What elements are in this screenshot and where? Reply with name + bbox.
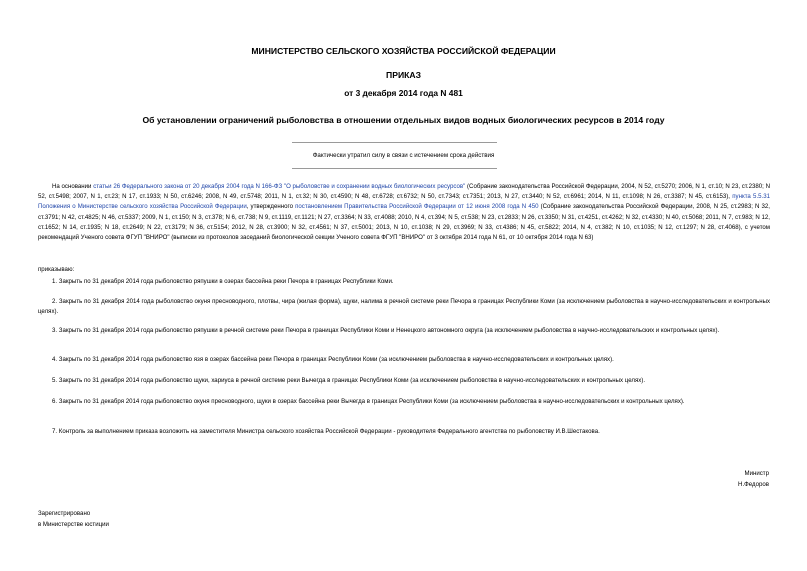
order-item-5: 5. Закрыть по 31 декабря 2014 года рыболовство щуки, хариуса в речной системе реки Вычегда в границах Республики Коми (за исключением рыболовства в научно-исследовательских и контрольных целях). <box>52 377 646 384</box>
signatory-position: Министр <box>744 470 769 477</box>
government-resolution-link[interactable]: постановлением Правительства Российской Федерации от 12 июня 2008 года N 450 <box>295 203 539 211</box>
order-item-4: 4. Закрыть по 31 декабря 2014 года рыболовство язя в озерах бассейна реки Печора в границах Республики Коми (за исключением рыболовства в научно-исследовательских и контрольных целях). <box>52 356 614 363</box>
basis-text-4: (Собрание законодательства Российской Федерации, 2008, N 25, ст.2983; N 32, ст.3791; N 42, ст.4825; N 46, ст.5337; 2009, N 1, ст.150; N 3, ст.378; N 6, ст.738; N 9, ст.1119, ст.1121; N 27, ст.3364; N 33, ст.4088; 2010, N 4, ст.394; N 5, ст.538; N 23, ст.2833; N 26, ст.3350; N 31, ст.4251, ст.4262; N 32, ст.4330; N 40, ст.5068; 2011, N 7, ст.983; N 12, ст.1652; N 14, ст.1935; N 18, ст.2649; N 22, ст.3179; N 36, ст.5154; 2012, N 28, ст.3900; N 32, ст.4561; N 37, ст.5001; 2013, N 10, ст.1038; N 29, ст.3969; N 33, ст.4386; N 45, ст.5822; 2014, N 4, ст.382; N 10, ст.1035; N 12, ст.1297; N 28, ст.4068), с учетом рекомендаций Ученого совета ФГУП "ВНИРО" (выписки из протоколов заседаний биологической секции Ученого совета ФГУП "ВНИРО" от 3 октября 2014 года N 61, от 10 октября 2014 года N 63) <box>38 203 770 242</box>
legal-basis-paragraph <box>38 182 770 243</box>
document-title: Об установлении ограничений рыболовства в отношении отдельных видов водных биологических ресурсов в 2014 году <box>142 115 665 125</box>
order-item-1: 1. Закрыть по 31 декабря 2014 года рыболовство ряпушки в озерах бассейна реки Печора в границах Республики Коми. <box>52 278 394 285</box>
ministry-heading: МИНИСТЕРСТВО СЕЛЬСКОГО ХОЗЯЙСТВА РОССИЙСКОЙ ФЕДЕРАЦИИ <box>251 46 556 56</box>
basis-text-1: На основании <box>52 183 94 190</box>
registration-line-1: Зарегистрировано <box>38 510 91 517</box>
order-item-2: 2. Закрыть по 31 декабря 2014 года рыболовство окуня пресноводного, плотвы, чира (жилая форма), щуки, налима в речной системе реки Печора в границах Республики Коми (за исключением рыболовства в научно-исследовательских и контрольных целях). <box>38 298 770 316</box>
order-item-3: 3. Закрыть по 31 декабря 2014 года рыболовство ряпушки в речной системе реки Печора в границах Республики Коми и Ненецкого автономного округа (за исключением рыболовства в научно-исследовательских и контрольных целях). <box>52 327 720 334</box>
order-item-7: 7. Контроль за выполнением приказа возложить на заместителя Министра сельского хозяйства Российской Федерации - руководителя Федерального агентства по рыболовству И.В.Шестакова. <box>52 428 600 435</box>
order-item-6: 6. Закрыть по 31 декабря 2014 года рыболовство окуня пресноводного, щуки в озерах бассейна реки Вычегда в границах Республики Коми (за исключением рыболовства в научно-исследовательских и контрольных целях). <box>52 398 685 405</box>
signatory-name: Н.Федоров <box>738 481 769 488</box>
document-type-heading: ПРИКАЗ <box>386 70 421 80</box>
document-date-number: от 3 декабря 2014 года N 481 <box>344 88 463 98</box>
basis-text-3: , утвержденного <box>246 203 296 211</box>
divider-bottom <box>292 168 497 169</box>
registration-line-2: в Министерстве юстиции <box>38 521 109 528</box>
status-note: Фактически утратил силу в связи с истечением срока действия <box>312 152 495 159</box>
basis-text-2: (Собрание законодательства Российской Федерации, 2004, N 52, ст.5270; 2006, N 1, ст.10; N 23, ст.2380; N 52, ст.5498; 2007, N 1, ст.23; N 17, ст.1933; N 50, ст.6246; 2008, N 49, ст.5748; 2011, N 1, ст.32; N 30, ст.4590; N 48, ст.6728; ст.6732; N 50, ст.7343; ст.7351; 2013, N 27, ст.3440; N 52, ст.6961; 2014, N 11, ст.1098; N 26, ст.3387; N 45, ст.6153), <box>38 183 770 201</box>
divider-top <box>292 142 497 143</box>
ministry-regulation-link[interactable]: пункта 5.5.31 Положения о Министерстве сельского хозяйства Российской Федерации <box>38 193 770 211</box>
ordered-label: приказываю: <box>38 266 75 273</box>
federal-law-link[interactable]: статьи 26 Федерального закона от 20 декабря 2004 года N 166-ФЗ "О рыболовстве и сохранении водных биологических ресурсов" <box>93 183 466 190</box>
